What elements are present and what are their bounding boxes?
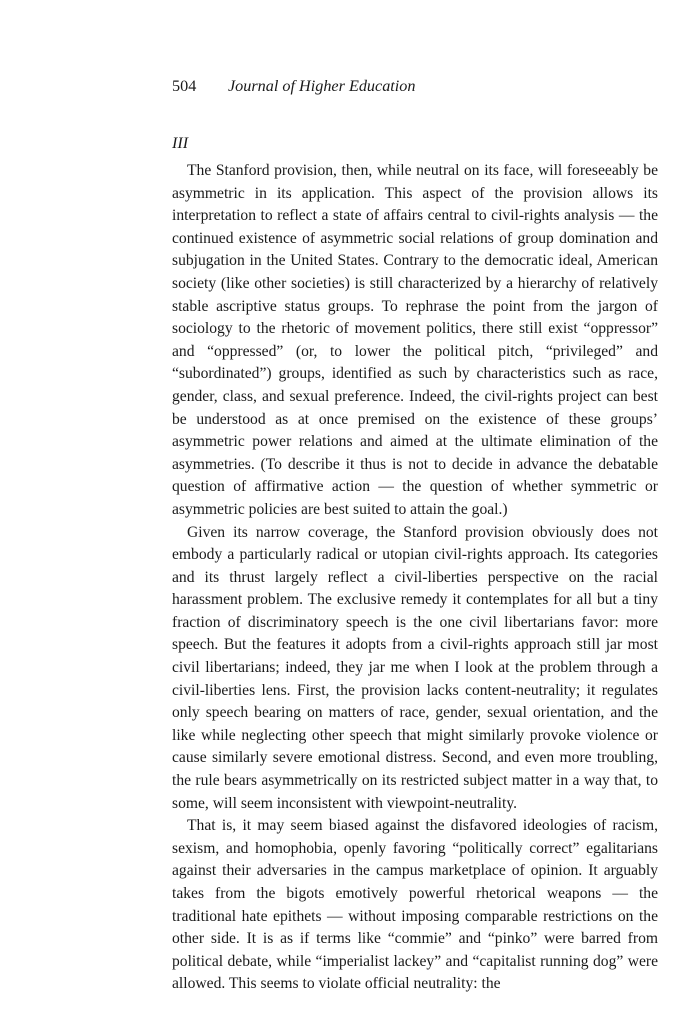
journal-title: Journal of Higher Education <box>228 77 416 95</box>
running-head <box>172 77 415 96</box>
paragraph: Given its narrow coverage, the Stanford provision obviously does not embody a particularly radical or utopian civil-rights approach. Its categories and its thrust largely reflect a civil-liberties perspective on the racial harassment problem. The exclusive remedy it contemplates for all but a tiny fraction of discriminatory speech is the one civil libertarians favor: more speech. But the features it adopts from a civil-rights approach still jar most civil libertarians; indeed, they jar me when I look at the problem through a civil-liberties lens. First, the provision lacks content-neutrality; it regulates only speech bearing on matters of race, gender, sexual orientation, and the like while neglecting other speech that might similarly provoke violence or cause similarly severe emotional distress. Second, and even more troubling, the rule bears asymmetrically on its restricted subject matter in a way that, to some, will seem inconsistent with viewpoint-neutrality. <box>172 523 658 812</box>
paragraph: That is, it may seem biased against the disfavored ideologies of racism, sexism, and homophobia, openly favoring “politically correct” egalitarians against their adversaries in the campus marketplace of opinion. It arguably takes from the bigots emotively powerful rhetorical weapons — the traditional hate epithets — without imposing comparable restrictions on the other side. It is as if terms like “commie” and “pinko” were barred from political debate, while “imperialist lackey” and “capitalist running dog” were allowed. This seems to violate official neutrality: the <box>172 817 658 993</box>
page-number: 504 <box>172 77 197 95</box>
paragraph: The Stanford provision, then, while neutral on its face, will foreseeably be asymmetric in its application. This aspect of the provision allows its interpretation to reflect a state of affairs central to civil-rights analysis — the continued existence of asymmetric social relations of group domination and subjugation in the United States. Contrary to the democratic ideal, American society (like other societies) is still characterized by a hierarchy of relatively stable ascriptive status groups. To rephrase the point from the jargon of sociology to the rhetoric of movement politics, there still exist “oppressor” and “oppressed” (or, to lower the political pitch, “privileged” and “subordinated”) groups, identified as such by characteristics such as race, gender, class, and sexual preference. Indeed, the civil-rights project can best be understood as at once premised on the existence of these groups’ asymmetric power relations and aimed at the ultimate elimination of the asymmetries. (To describe it thus is not to decide in advance the debatable question of affirmative action — the question of whether symmetric or asymmetric policies are best suited to attain the goal.) <box>172 162 658 518</box>
article-body <box>172 160 658 996</box>
section-heading: III <box>172 134 189 152</box>
